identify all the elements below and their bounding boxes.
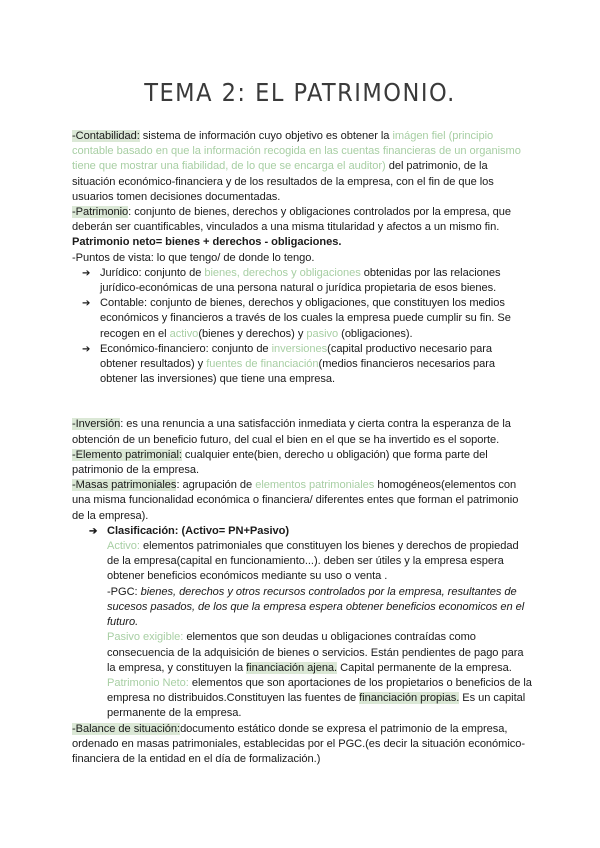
paragraph-contabilidad: -Contabilidad: sistema de información cuyo objetivo es obtener la imágen fiel (principio contable basado en que la información recogida en las cuentas financieras de un organismo tiene que mostrar una fiabilidad, de lo que se encarga el auditor) del patrimonio, de la situación económico-financiera y de los resultados de la empresa, con el fin de que los usuarios tomen decisiones documentadas. bbox=[72, 130, 521, 203]
paragraph-elemento: -Elemento patrimonial: cualquier ente(bien, derecho u obligación) que forma parte del patrimonio de la empresa. bbox=[72, 448, 488, 477]
term-inversion: -Inversión bbox=[72, 418, 121, 431]
list-item-economico: ➔ Económico-financiero: conjunto de inversiones(capital productivo necesario para obtener resultados) y fuentes de financiación(medios financieros necesarios para obtener las inversiones) que tiene una empresa. bbox=[82, 342, 532, 388]
label-patrimonio-neto: Patrimonio Neto: bbox=[107, 676, 189, 689]
paragraph-activo: Activo: elementos patrimoniales que constituyen los bienes y derechos de propiedad de la empresa(capital en funcionamiento...). deben ser útiles y la empresa espera obtener beneficios económicos mediante su uso o venta . bbox=[107, 540, 519, 583]
formula-patrimonio-neto: Patrimonio neto= bienes + derechos - obligaciones. bbox=[72, 236, 342, 249]
list-item-juridico: ➔ Jurídico: conjunto de bienes, derechos y obligaciones obtenidas por las relaciones jurídico-económicas de una persona natural o jurídica propietaria de esos bienes. bbox=[82, 266, 532, 296]
paragraph-masas: -Masas patrimoniales: agrupación de elementos patrimoniales homogéneos(elementos con una misma funcionalidad económica o financiera/ diferentes entes que forman el patrimonio de la empresa). bbox=[72, 479, 519, 522]
list-item-clasificacion: ➔ Clasificación: (Activo= PN+Pasivo) bbox=[89, 524, 532, 539]
puntos-de-vista: -Puntos de vista: lo que tengo/ de donde lo tengo. bbox=[72, 251, 315, 264]
page-title: TEMA 2: EL PATRIMONIO. bbox=[144, 78, 456, 107]
term-balance: -Balance de situación: bbox=[72, 722, 181, 735]
spacer bbox=[72, 402, 532, 417]
spacer bbox=[72, 387, 532, 402]
paragraph-patrimonio-neto: Patrimonio Neto: elementos que son aportaciones de los propietarios o beneficios de la empresa no distribuidos.Constituyen las fuentes de financiación propias. Es un capital permanente de la empresa. bbox=[107, 676, 532, 720]
paragraph-balance: -Balance de situación:documento estático donde se expresa el patrimonio de la empresa, ordenado en masas patrimoniales, establecidas por el PGC.(es decir la situación económico-financiera de la entidad en el día de formalización.) bbox=[72, 722, 526, 765]
term-masas: -Masas patrimoniales bbox=[72, 479, 177, 492]
paragraph-inversion: -Inversión: es una renuncia a una satisfacción inmediata y cierta contra la esperanza de la obtención de un beneficio futuro, del cual el bien en el que se ha invertido es el soporte. bbox=[72, 418, 511, 446]
document-body bbox=[72, 129, 532, 767]
term-patrimonio: -Patrimonio bbox=[72, 206, 129, 219]
list-item-contable: ➔ Contable: conjunto de bienes, derechos y obligaciones, que constituyen los medios económicos y financieros a través de los cuales la empresa puede cumplir su fin. Se recogen en el activo(bienes y derechos) y pasivo (obligaciones). bbox=[82, 296, 532, 342]
paragraph-pgc: -PGC: bienes, derechos y otros recursos controlados por la empresa, resultantes de sucesos pasados, de los que la empresa espera obtener beneficios economicos en el futuro. bbox=[107, 585, 525, 629]
label-activo: Activo: bbox=[107, 540, 140, 553]
paragraph-patrimonio: -Patrimonio: conjunto de bienes, derechos y obligaciones controlados por la empresa, que deberán ser cuantificables, vinculados a una misma titularidad y afectos a un mismo fin. bbox=[72, 206, 512, 234]
term-elemento: -Elemento patrimonial: bbox=[72, 448, 182, 461]
label-pasivo: Pasivo exigible: bbox=[107, 631, 184, 644]
term-contabilidad: -Contabilidad: bbox=[72, 130, 140, 142]
highlight-green-text: imágen fiel (principio contable basado en que la información recogida en las cuentas financieras de un organismo tiene que mostrar una fiabilidad, de lo que se encarga el auditor) bbox=[72, 130, 521, 173]
paragraph-pasivo: Pasivo exigible: elementos que son deudas u obligaciones contraídas como consecuencia de la adquisición de bienes o servicios. Están pendientes de pago para la empresa, y constituyen la financiación ajena. Capital permanente de la empresa. bbox=[107, 631, 524, 674]
